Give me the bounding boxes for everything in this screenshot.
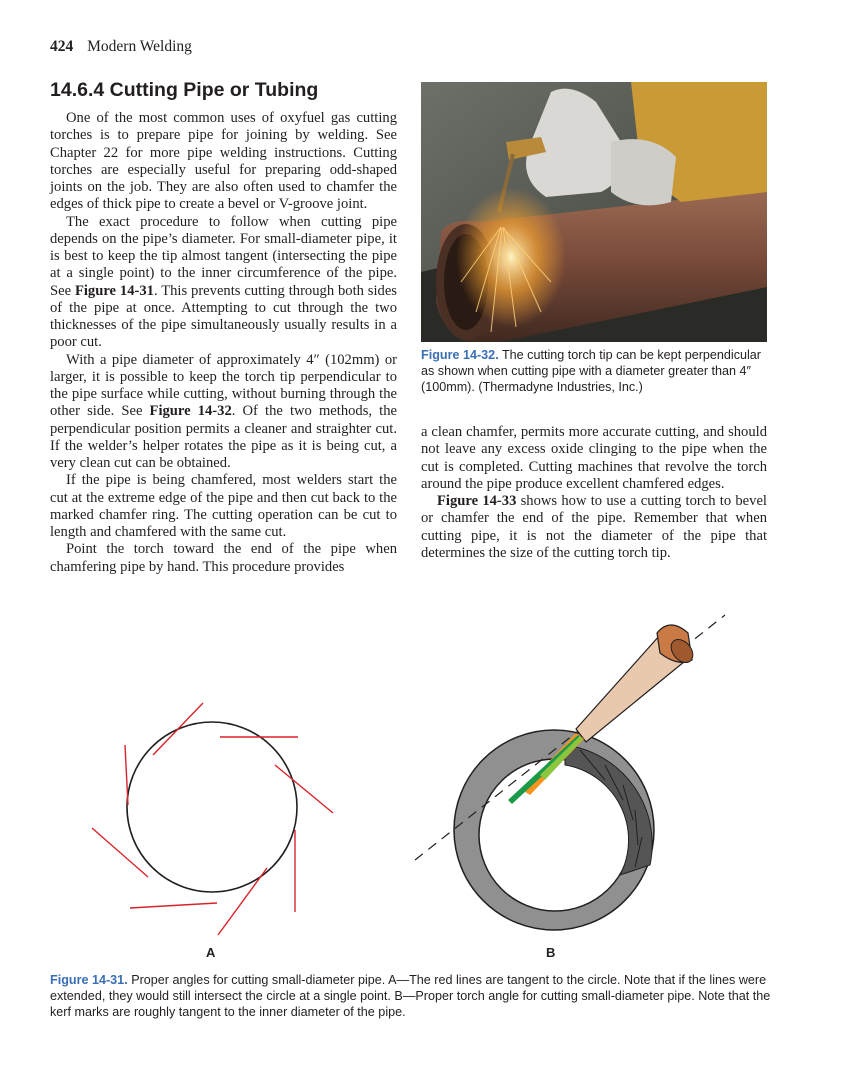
paragraph: One of the most common uses of oxyfuel gas cutting torches is to prepare pipe for joining by welding. See Chapter 22 for more pipe welding instructions. Cutting torches are especially useful for preparing odd-shaped joints on the job. They are also often used to chamfer the edges of thick pipe to create a bevel or V-groove joint. xyxy=(50,110,397,213)
section-title: 14.6.4 Cutting Pipe or Tubing xyxy=(50,79,319,101)
tangent-line xyxy=(275,765,333,813)
panel-a-tangent-diagram xyxy=(92,703,333,960)
tangent-line xyxy=(130,903,217,908)
left-text-column xyxy=(50,110,397,576)
tangent-line xyxy=(218,868,267,935)
figure-14-32-caption: Figure 14-32. The cutting torch tip can be kept perpendicular as shown when cutting pipe with a diameter greater than 4″ (100mm). (Thermadyne Industries, Inc.) xyxy=(421,348,762,394)
panel-b-torch-diagram xyxy=(415,615,725,960)
book-title: Modern Welding xyxy=(87,38,192,55)
pipe-circle xyxy=(127,722,297,892)
paragraph: If the pipe is being chamfered, most welders start the cut at the extreme edge of the pipe and then cut back to the marked chamfer ring. The cutting operation can be cut to length and chamfered with the same cut. xyxy=(50,472,397,540)
page-header xyxy=(50,38,192,56)
right-text-column xyxy=(421,424,767,562)
figure-14-31-diagram xyxy=(60,605,800,965)
panel-b-label: B xyxy=(546,945,556,960)
figure-reference: Figure 14-33 xyxy=(437,493,517,509)
figure-reference: Figure 14-32 xyxy=(149,403,232,420)
figure-14-31-caption: Figure 14-31. Proper angles for cutting small-diameter pipe. A—The red lines are tangent to the circle. Note that if the lines were extended, they would still intersect the circle at a single point. B—Proper torch angle for cutting small-diameter pipe. Note that the kerf marks are roughly tangent to the inner diameter of the pipe. xyxy=(50,973,771,1019)
panel-a-label: A xyxy=(206,945,216,960)
tangent-line xyxy=(153,703,203,755)
page-number: 424 xyxy=(50,38,74,55)
paragraph: The exact procedure to follow when cutting pipe depends on the pipe’s diameter. For small-diameter pipe, it is best to keep the tip almost tangent (intersecting the pipe at a single point) to the inner circumference of the pipe. See Figure 14-31. This prevents cutting through both sides of the pipe at once. Attempting to cut through the two thicknesses of the pipe simultaneously usually results in a poor cut. xyxy=(50,213,397,351)
figure-reference: Figure 14-31 xyxy=(74,282,154,299)
paragraph: Point the torch toward the end of the pipe when chamfering pipe by hand. This procedure provides xyxy=(50,541,397,575)
figure-label: Figure 14-31. xyxy=(50,973,128,987)
pipe-cutting-photo xyxy=(421,82,767,342)
kerf-shadow xyxy=(565,745,652,875)
figure-label: Figure 14-32. xyxy=(421,348,499,362)
paragraph: With a pipe diameter of approximately 4″ (102mm) or larger, it is possible to keep the torch tip perpendicular to the pipe surface while cutting, without burning through the other side. See Figure 14-32. Of the two methods, the perpendicular position permits a cleaner and straighter cut. If the welder’s helper rotates the pipe as it is being cut, a very clean cut can be obtained. xyxy=(50,351,397,471)
paragraph: Figure 14-33 shows how to use a cutting torch to bevel or chamfer the end of the pipe. Remember that when cutting pipe, it is not the diameter of the pipe that determines the size of the cutting torch tip. xyxy=(421,493,767,561)
paragraph: a clean chamfer, permits more accurate cutting, and should not leave any excess oxide clinging to the pipe when the cut is completed. Cutting machines that revolve the torch around the pipe produce excellent chamfered edges. xyxy=(421,424,767,492)
tangent-line xyxy=(125,745,128,805)
